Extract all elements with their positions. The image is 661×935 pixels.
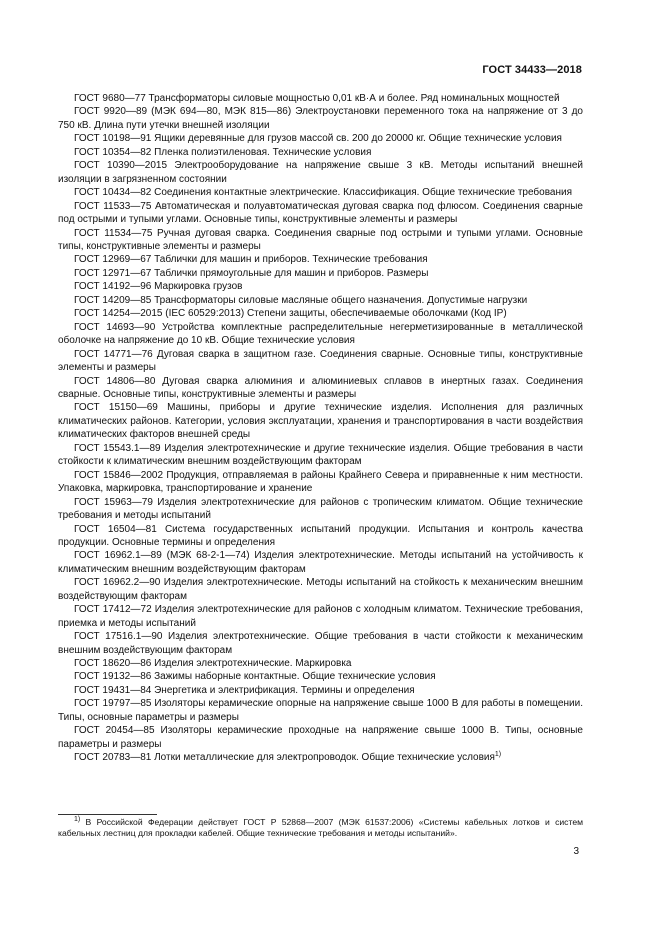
reference-item: ГОСТ 14771—76 Дуговая сварка в защитном газе. Соединения сварные. Основные типы, конструктивные элементы и размеры (58, 348, 583, 374)
page-number: 3 (573, 846, 579, 857)
reference-item: ГОСТ 9680—77 Трансформаторы силовые мощностью 0,01 кВ·А и более. Ряд номинальных мощностей (74, 93, 560, 104)
reference-item: ГОСТ 19797—85 Изоляторы керамические опорные на напряжение свыше 1000 В для работы в помещении. Типы, основные параметры и размеры (58, 698, 583, 723)
reference-item: ГОСТ 19132—86 Зажимы наборные контактные. Общие технические условия (74, 671, 436, 683)
footnote-marker: 1) (494, 751, 502, 759)
reference-item: ГОСТ 10390—2015 Электрооборудование на напряжение свыше 3 кВ. Методы испытаний внешней изоляции в загрязненном состоянии (58, 160, 583, 185)
footnote-divider (58, 814, 157, 815)
reference-item: ГОСТ 10354—82 Пленка полиэтиленовая. Технические условия (74, 146, 372, 158)
reference-item: ГОСТ 14192—96 Маркировка грузов (74, 281, 243, 293)
reference-item: ГОСТ 11533—75 Автоматическая и полуавтоматическая дуговая сварка под флюсом. Соединения сварные под острыми и тупыми углами. Основные типы, конструктивные элементы и размеры (58, 200, 583, 226)
footnote (58, 817, 583, 839)
reference-item: ГОСТ 9920—89 (МЭК 694—80, МЭК 815—86) Электроустановки переменного тока на напряжение от 3 до 750 кВ. Длина пути утечки внешней изоляции (58, 106, 583, 131)
reference-item: ГОСТ 12969—67 Таблички для машин и приборов. Технические требования (74, 254, 428, 266)
normative-references-list (58, 92, 583, 765)
reference-item: ГОСТ 14254—2015 (IEC 60529:2013) Степени защиты, обеспечиваемые оболочками (Код IP) (74, 308, 507, 320)
reference-text: ГОСТ 20783—81 Лотки металлические для электропроводок. Общие технические условия (74, 752, 495, 764)
reference-item: ГОСТ 14693—90 Устройства комплектные распределительные негерметизированные в металлической оболочке на напряжение до 10 кВ. Общие технические условия (58, 321, 583, 347)
reference-item: ГОСТ 12971—67 Таблички прямоугольные для машин и приборов. Размеры (74, 267, 429, 279)
reference-item: ГОСТ 15846—2002 Продукция, отправляемая в районы Крайнего Севера и приравненные к ним местности. Упаковка, маркировка, транспортирование и хранение (58, 469, 583, 495)
reference-item: ГОСТ 10434—82 Соединения контактные электрические. Классификация. Общие технические требования (74, 187, 572, 199)
reference-item: ГОСТ 16962.2—90 Изделия электротехнические. Методы испытаний на стойкость к механическим внешним воздействующим факторам (58, 577, 583, 602)
reference-item: ГОСТ 16962.1—89 (МЭК 68-2-1—74) Изделия электротехнические. Методы испытаний на устойчивость к климатическим внешним воздействующим факторам (58, 550, 583, 575)
reference-item: ГОСТ 20454—85 Изоляторы керамические проходные на напряжение свыше 1000 В. Типы, основные параметры и размеры (58, 725, 583, 750)
reference-item: ГОСТ 18620—86 Изделия электротехнические. Маркировка (74, 658, 352, 670)
reference-item: ГОСТ 14806—80 Дуговая сварка алюминия и алюминиевых сплавов в инертных газах. Соединения сварные. Основные типы, конструктивные элементы и размеры (58, 375, 583, 400)
reference-item: ГОСТ 16504—81 Система государственных испытаний продукции. Испытания и контроль качества продукции. Основные термины и определения (58, 523, 583, 548)
reference-item-last (58, 751, 583, 764)
reference-item: ГОСТ 15963—79 Изделия электротехнические для районов с тропическим климатом. Общие технические требования и методы испытаний (58, 496, 583, 522)
footnote-text: В Российской Федерации действует ГОСТ Р 52868—2007 (МЭК 61537:2006) «Системы кабельных лотков и систем кабельных лестниц для прокладки кабелей. Общие технические требования и методы испытаний». (58, 817, 584, 839)
reference-item: ГОСТ 15150—69 Машины, приборы и другие технические изделия. Исполнения для различных климатических районов. Категории, условия эксплуатации, хранения и транспортирования в части воздействия климатических факторов внешней среды (58, 402, 583, 441)
document-code-header: ГОСТ 34433—2018 (482, 64, 582, 76)
reference-item: ГОСТ 17516.1—90 Изделия электротехнические. Общие требования в части стойкости к механическим внешним воздействующим факторам (58, 631, 583, 656)
footnote-marker: 1) (74, 816, 81, 823)
reference-item: ГОСТ 15543.1—89 Изделия электротехнические и другие технические изделия. Общие требования в части стойкости к климатическим внешним воздействующим факторам (58, 442, 583, 468)
reference-item: ГОСТ 17412—72 Изделия электротехнические для районов с холодным климатом. Технические требования, приемка и методы испытаний (58, 604, 583, 629)
reference-item: ГОСТ 11534—75 Ручная дуговая сварка. Соединения сварные под острыми и тупыми углами. Основные типы, конструктивные элементы и размеры (58, 227, 583, 252)
reference-item: ГОСТ 14209—85 Трансформаторы силовые масляные общего назначения. Допустимые нагрузки (74, 294, 528, 306)
reference-item: ГОСТ 10198—91 Ящики деревянные для грузов массой св. 200 до 20000 кг. Общие технические условия (74, 133, 562, 145)
reference-item: ГОСТ 19431—84 Энергетика и электрификация. Термины и определения (74, 684, 415, 696)
